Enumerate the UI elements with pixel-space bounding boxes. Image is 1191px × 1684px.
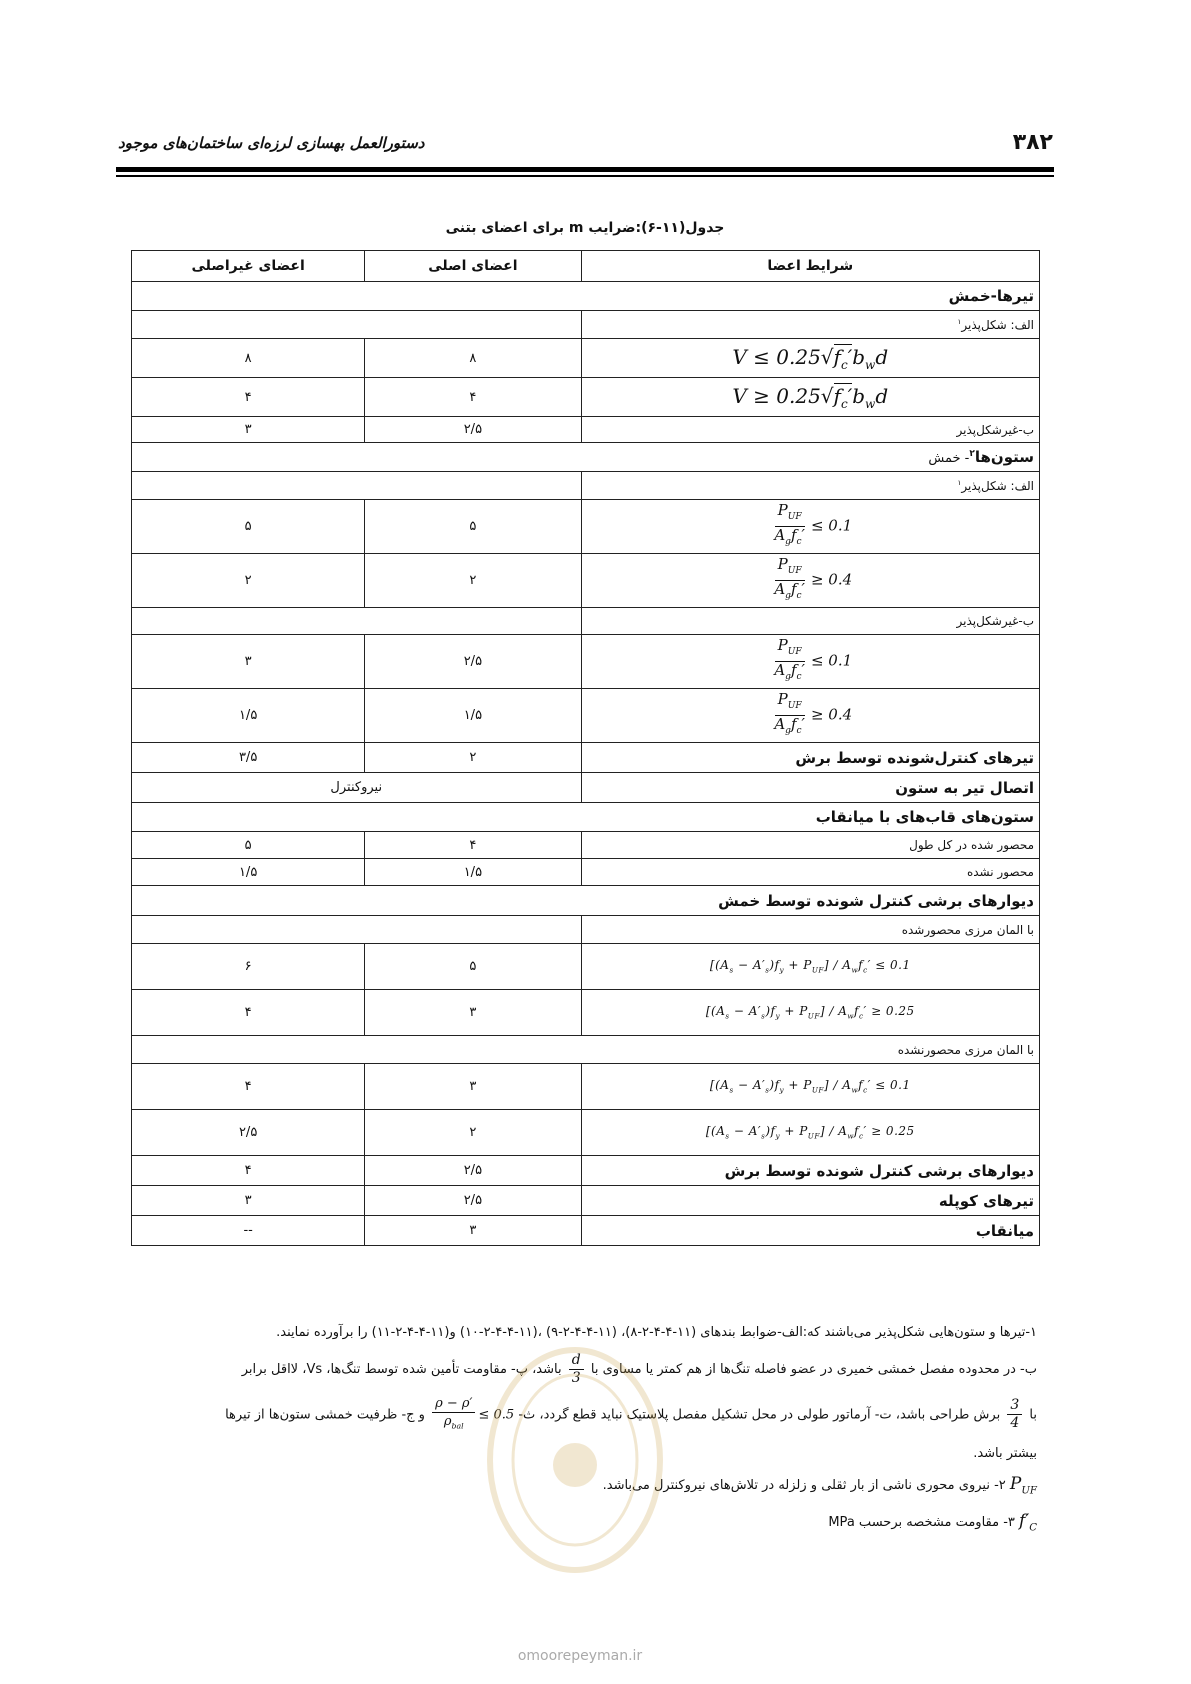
table-row	[132, 1156, 1040, 1186]
value-primary: ۱/۵	[365, 689, 581, 743]
section-shear-walls: دیوارهای برشی کنترل شونده توسط برش	[581, 1156, 1040, 1186]
label-unconfined: محصور نشده	[581, 859, 1040, 886]
table-row	[132, 773, 1040, 803]
formula-wall: $[(A_s - A'_s)f_y + P_{UF}]$ ∕ $A_wf_c' \le 0.1$	[581, 1064, 1040, 1110]
footnote-1d: بیشتر باشد.	[973, 1445, 1037, 1461]
value-primary: ۳	[365, 990, 581, 1036]
value-primary: ۸	[365, 339, 581, 378]
col-secondary: اعضای غیراصلی	[132, 251, 365, 282]
table-row	[132, 1036, 1040, 1064]
section-columns: ستون‌ها$^۲$- خمش	[132, 443, 1040, 472]
table-row	[132, 1064, 1040, 1110]
table-row	[132, 500, 1040, 554]
table-header-row	[132, 251, 1040, 282]
label-nonductile: ب-غیرشکل‌پذیر	[581, 417, 1040, 443]
value-primary: ۳	[365, 1216, 581, 1246]
value-secondary: ۳	[132, 417, 365, 443]
label-nonductile: ب-غیرشکل‌پذیر	[581, 608, 1040, 635]
section-infill-columns: ستون‌های قاب‌های با میانقاب	[132, 803, 1040, 832]
book-title: دستورالعمل بهسازی لرزه‌ای ساختمان‌های موجود	[118, 134, 425, 152]
table-row	[132, 472, 1040, 500]
table-row	[132, 689, 1040, 743]
label-confined-full: محصور شده در کل طول	[581, 832, 1040, 859]
watermark-url: omoorepeyman.ir	[517, 1648, 643, 1664]
formula-wall: $[(A_s - A'_s)f_y + P_{UF}]$ ∕ $A_wf_c' \ge 0.25$	[581, 990, 1040, 1036]
formula-wall: $[(A_s - A'_s)f_y + P_{UF}]$ ∕ $A_wf_c' \le 0.1$	[581, 944, 1040, 990]
value-force-controlled: نیروکنترل	[132, 773, 582, 803]
formula-wall: $[(A_s - A'_s)f_y + P_{UF}]$ ∕ $A_wf_c' \ge 0.25$	[581, 1110, 1040, 1156]
table-row	[132, 1216, 1040, 1246]
value-secondary: ۶	[132, 944, 365, 990]
footnote-2: $P_{UF}$ ۲- نیروی محوری ناشی از بار ثقلی و زلزله در تلاش‌های نیروکنترل می‌باشد.	[602, 1473, 1037, 1496]
formula-v-le: $V \le 0.25√f_c'b_wd$	[581, 339, 1040, 378]
table-caption: جدول(۱۱-۶):ضرایب m برای اعضای بتنی	[445, 220, 725, 236]
page-header	[118, 130, 1053, 158]
value-primary: ۲	[365, 743, 581, 773]
table-row	[132, 282, 1040, 311]
table-row	[132, 916, 1040, 944]
value-secondary: ۸	[132, 339, 365, 378]
table-row	[132, 608, 1040, 635]
table-row	[132, 859, 1040, 886]
table-row	[132, 417, 1040, 443]
value-primary: ۲	[365, 1110, 581, 1156]
table-row	[132, 339, 1040, 378]
table-row	[132, 311, 1040, 339]
table-row	[132, 990, 1040, 1036]
value-secondary: ۵	[132, 832, 365, 859]
section-beams: تیرها-خمش	[132, 282, 1040, 311]
label-ductile: الف: شکل‌پذیر$^۱$	[581, 472, 1040, 500]
value-primary: ۲	[365, 554, 581, 608]
value-primary: ۳	[365, 1064, 581, 1110]
value-secondary: ۴	[132, 1064, 365, 1110]
formula-axial-ratio: $\frac{P_{UF}}{A_gf_c'}$ ≥ 0.4	[581, 554, 1040, 608]
table-row	[132, 944, 1040, 990]
table-row	[132, 1186, 1040, 1216]
value-secondary: ۱/۵	[132, 689, 365, 743]
formula-axial-ratio: $\frac{P_{UF}}{A_gf_c'}$ ≥ 0.4	[581, 689, 1040, 743]
table-row	[132, 743, 1040, 773]
header-rule-thin	[116, 175, 1054, 177]
value-secondary: ۴	[132, 1156, 365, 1186]
value-primary: ۵	[365, 944, 581, 990]
col-conditions: شرایط اعضا	[581, 251, 1040, 282]
value-secondary: --	[132, 1216, 365, 1246]
header-rule	[116, 167, 1054, 172]
value-primary: ۲/۵	[365, 1186, 581, 1216]
value-primary: ۱/۵	[365, 859, 581, 886]
value-secondary: ۳	[132, 1186, 365, 1216]
value-primary: ۲/۵	[365, 417, 581, 443]
value-primary: ۵	[365, 500, 581, 554]
label-ductile: الف: شکل‌پذیر$^۱$	[581, 311, 1040, 339]
table-row	[132, 443, 1040, 472]
label-confined-boundary: با المان مرزی محصورشده	[581, 916, 1040, 944]
value-secondary: ۴	[132, 378, 365, 417]
formula-axial-ratio: $\frac{P_{UF}}{A_gf_c'}$ ≤ 0.1	[581, 635, 1040, 689]
footnote-1: ۱-تیرها و ستون‌هایی شکل‌پذیر می‌باشند که:الف-ضوابط بندهای (۱۱-۴-۴-۲-۸)، (۱۱-۴-۴-۲-۹) ،(۱۱-۴-۴-۲-۱۰) و(۱۱-۴-۴-۲-۱۱) را برآورده نمایند.	[276, 1325, 1037, 1340]
formula-v-ge: $V \ge 0.25√f_c'b_wd$	[581, 378, 1040, 417]
section-infill: میانقاب	[581, 1216, 1040, 1246]
value-primary: ۴	[365, 832, 581, 859]
footnote-1b: ب- در محدوده مفصل خمشی خمیری در عضو فاصله تنگ‌ها از هم کمتر یا مساوی با $\frac{d}{3}$ باشد، پ- مقاومت تأمین شده توسط تنگ‌ها، Vs، لااقل برابر	[241, 1352, 1037, 1386]
value-secondary: ۲	[132, 554, 365, 608]
table-row	[132, 378, 1040, 417]
label-unconfined-boundary: با المان مرزی محصورنشده	[132, 1036, 1040, 1064]
page-number: ۳۸۲	[1012, 130, 1053, 155]
section-coupling-beams: تیرهای کوپله	[581, 1186, 1040, 1216]
value-secondary: ۵	[132, 500, 365, 554]
section-joint: اتصال تیر به ستون	[581, 773, 1040, 803]
table-row	[132, 832, 1040, 859]
table-row	[132, 1110, 1040, 1156]
value-secondary: ۳/۵	[132, 743, 365, 773]
formula-axial-ratio: $\frac{P_{UF}}{A_gf_c'}$ ≤ 0.1	[581, 500, 1040, 554]
table-row	[132, 803, 1040, 832]
m-coefficients-table	[131, 250, 1040, 1246]
section-flexure-walls: دیوارهای برشی کنترل شونده توسط خمش	[132, 886, 1040, 916]
footnote-3: $f'_C$ ۳- مقاومت مشخصه برحسب MPa	[828, 1510, 1037, 1534]
footnote-1c: با $\frac{3}{4}$ برش طراحی باشد، ت- آرماتور طولی در محل تشکیل مفصل پلاستیک نباید قطع گردد، ث- $\frac{\rho - \rho'}{\rho_{bal}}$ ≤ 0.5 و ج- ظرفیت خمشی ستون‌ها از تیرها	[225, 1396, 1037, 1432]
table-row	[132, 886, 1040, 916]
watermark-seal-icon	[480, 1340, 670, 1630]
section-shear-beams: تیرهای کنترل‌شونده توسط برش	[581, 743, 1040, 773]
table-row	[132, 635, 1040, 689]
value-secondary: ۳	[132, 635, 365, 689]
value-secondary: ۴	[132, 990, 365, 1036]
value-secondary: ۲/۵	[132, 1110, 365, 1156]
col-primary: اعضای اصلی	[365, 251, 581, 282]
value-primary: ۲/۵	[365, 635, 581, 689]
table-row	[132, 554, 1040, 608]
value-primary: ۲/۵	[365, 1156, 581, 1186]
value-secondary: ۱/۵	[132, 859, 365, 886]
value-primary: ۴	[365, 378, 581, 417]
